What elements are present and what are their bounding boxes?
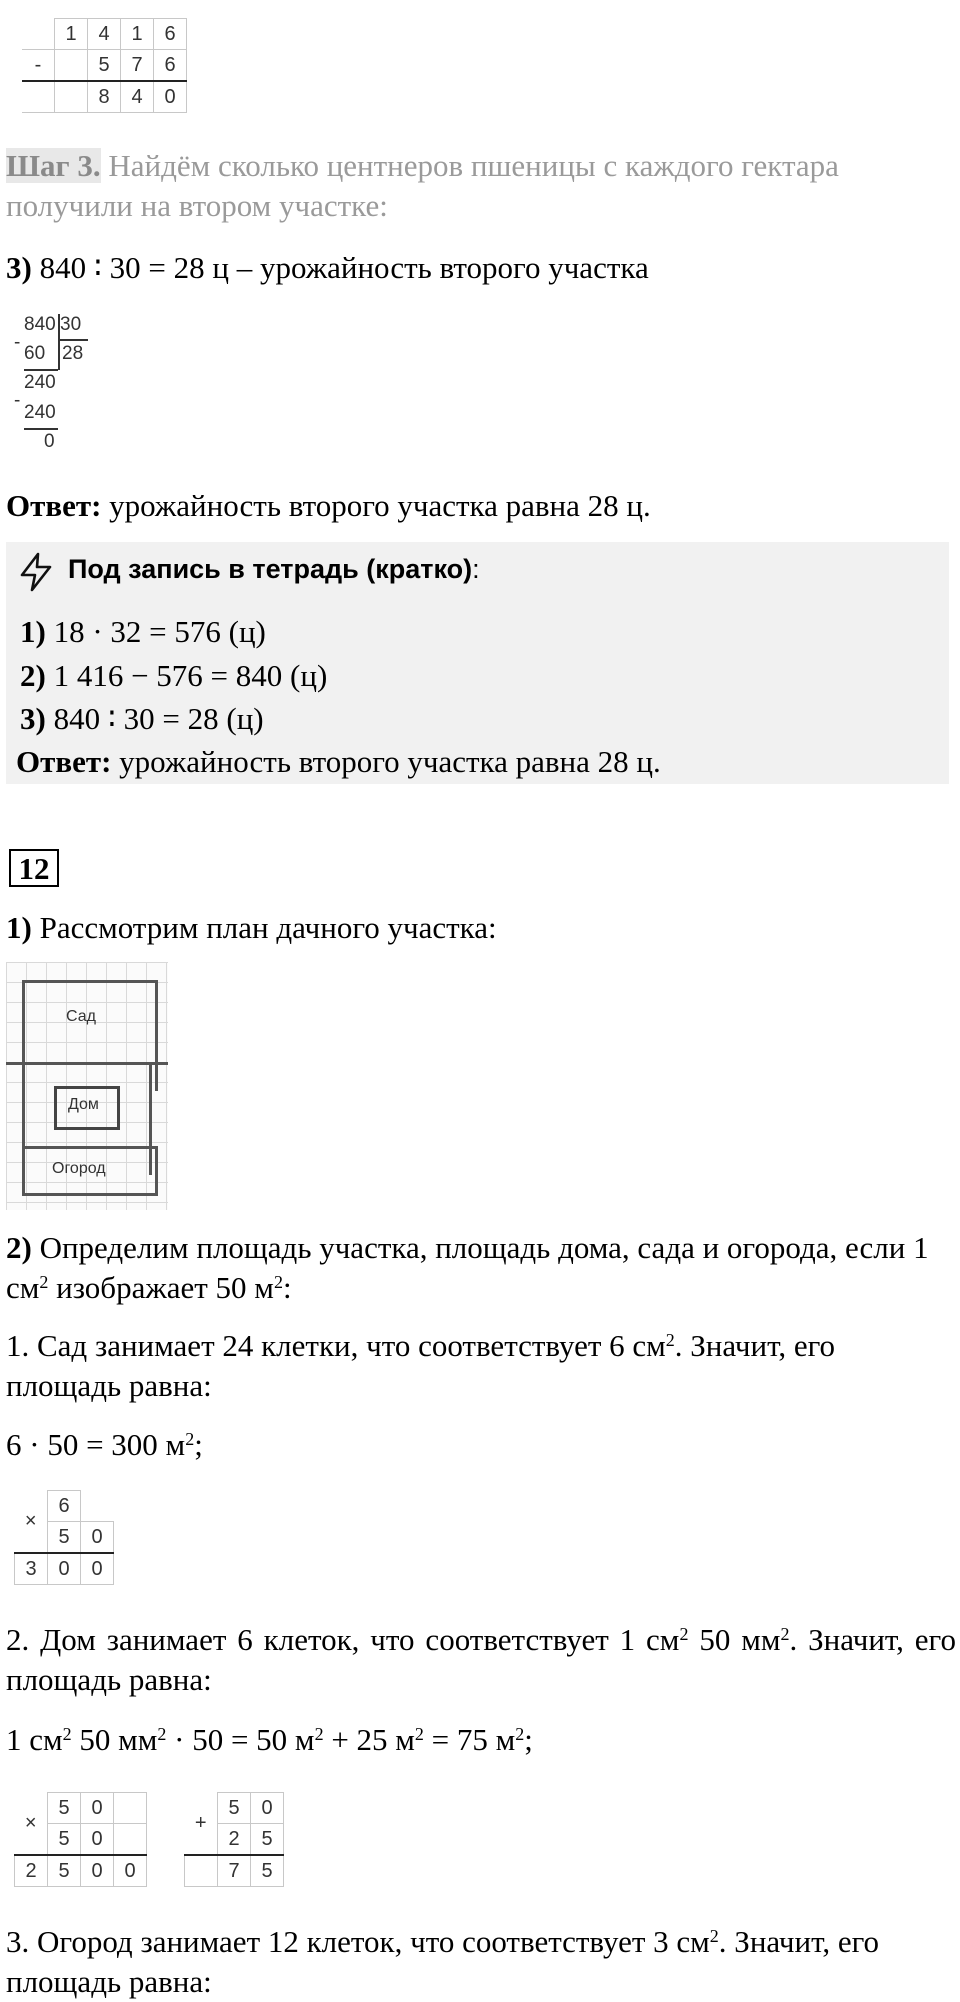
grid-cell: 3	[15, 1553, 48, 1585]
grid-cell: 6	[154, 50, 187, 82]
quotient: 28	[62, 343, 84, 364]
multiplication-grid-2	[14, 1792, 147, 1887]
calc3-number: 3)	[6, 250, 32, 285]
subtrahend-2: 240	[24, 402, 56, 423]
plus-sign: +	[185, 1793, 218, 1856]
grid-cell: 5	[251, 1855, 284, 1887]
grid-cell: 0	[48, 1553, 81, 1585]
notebook-note-box	[6, 542, 949, 784]
grid-cell: 5	[218, 1793, 251, 1824]
grid-cell	[55, 81, 88, 113]
grid-cell	[114, 1824, 147, 1856]
addition-grid	[184, 1792, 284, 1887]
garden-label: Сад	[66, 1008, 96, 1025]
garden-area	[22, 980, 158, 1091]
grid-cell: 0	[251, 1793, 284, 1824]
division-horizontal-bar	[60, 339, 88, 341]
step3-label: Шаг 3.	[6, 148, 101, 183]
grid-cell	[185, 1855, 218, 1887]
minus-sign-2: -	[14, 390, 21, 411]
grid-cell: 8	[88, 81, 121, 113]
dividend: 840	[24, 314, 56, 335]
answer-text: урожайность второго участка равна 28 ц.	[101, 488, 651, 523]
item2-expression: 1 $см^2$ 50 $мм^2 \cdot 50 = 50$ $м^2 + 25$ $м^2 = 75$ $м^2$;	[6, 1722, 533, 1757]
grid-cell: 6	[48, 1491, 81, 1522]
grid-cell: 0	[81, 1522, 114, 1554]
grid-cell: 0	[81, 1855, 114, 1887]
calc3-expression: 840 ∶ 30 = 28 ц	[31, 250, 229, 285]
times-sign: ×	[15, 1491, 48, 1554]
grid-cell: 1	[121, 19, 154, 50]
grid-cell: 0	[114, 1855, 147, 1887]
grid-cell: 4	[121, 81, 154, 113]
task12-step2: 2) Определим площадь участка, площадь дома, сада и огорода, если 1 $см^2$ изображает 50 $м^2$:	[6, 1230, 929, 1305]
grid-cell: 2	[218, 1824, 251, 1856]
task-number: 12	[9, 849, 59, 887]
item1-expression: 6 · 50 = 300 $м^2$;	[6, 1427, 203, 1462]
note-line-1: 1) 18 · 32 = 576 (ц)	[20, 614, 266, 649]
grid-cell: 0	[81, 1824, 114, 1856]
item2-text: 2. Дом занимает 6 клеток, что соответствует 1 $см^2$ 50 $мм^2$. Значит, его площадь равна:	[6, 1622, 957, 1697]
grid-cell	[81, 1491, 114, 1522]
remainder-1: 240	[24, 372, 56, 393]
item3-text: 3. Огород занимает 12 клеток, что соответствует 3 $см^2$. Значит, его площадь равна:	[6, 1924, 880, 1999]
note-answer: Ответ: урожайность второго участка равна 28 ц.	[16, 744, 661, 779]
grid-cell	[55, 50, 88, 82]
remainder-2: 0	[44, 431, 55, 452]
long-division	[14, 314, 104, 464]
grid-cell: 7	[121, 50, 154, 82]
task12-step1: 1) Рассмотрим план дачного участка:	[6, 910, 497, 945]
grid-cell: 5	[48, 1522, 81, 1554]
answer-label: Ответ:	[6, 488, 102, 523]
grid-cell: 5	[48, 1824, 81, 1856]
grid-cell: 5	[251, 1824, 284, 1856]
grid-cell: 1	[55, 19, 88, 50]
grid-cell	[22, 81, 55, 113]
subtraction-grid	[22, 18, 187, 113]
note-line-2: 2) 1 416 − 576 = 840 (ц)	[20, 658, 328, 693]
note-title: Под запись в тетрадь (кратко):	[68, 554, 480, 584]
spacer	[22, 1062, 152, 1064]
step3-paragraph	[6, 146, 956, 226]
underline-1	[24, 369, 58, 371]
grid-cell: 5	[48, 1855, 81, 1887]
divisor: 30	[60, 314, 82, 335]
minus-sign-1: -	[14, 332, 21, 353]
grid-cell	[114, 1793, 147, 1824]
house-label: Дом	[68, 1096, 99, 1113]
grid-cell: 2	[15, 1855, 48, 1887]
minus-sign: -	[22, 50, 55, 82]
underline-2	[24, 428, 58, 430]
division-vertical-bar	[58, 314, 60, 370]
site-plan	[6, 962, 168, 1210]
minus-sign	[22, 19, 55, 50]
multiplication-grid-1	[14, 1490, 114, 1585]
lightning-icon	[14, 550, 58, 594]
subtrahend-1: 60	[24, 343, 46, 364]
step3-text: Найдём сколько центнеров пшеницы с каждого гектара получили на втором участке:	[6, 148, 839, 223]
grid-cell: 7	[218, 1855, 251, 1887]
calc3-line	[6, 248, 649, 288]
calc3-description: – урожайность второго участка	[228, 250, 649, 285]
vegetable-garden-label: Огород	[52, 1160, 106, 1177]
answer-line	[6, 486, 651, 526]
times-sign: ×	[15, 1793, 48, 1856]
grid-cell: 4	[88, 19, 121, 50]
grid-cell: 0	[154, 81, 187, 113]
grid-cell: 5	[48, 1793, 81, 1824]
grid-cell: 5	[88, 50, 121, 82]
grid-cell: 6	[154, 19, 187, 50]
grid-cell: 0	[81, 1793, 114, 1824]
note-line-3: 3) 840 ∶ 30 = 28 (ц)	[20, 701, 264, 736]
grid-cell: 0	[81, 1553, 114, 1585]
item1-text: 1. Сад занимает 24 клетки, что соответствует 6 $см^2$. Значит, его площадь равна:	[6, 1328, 836, 1403]
